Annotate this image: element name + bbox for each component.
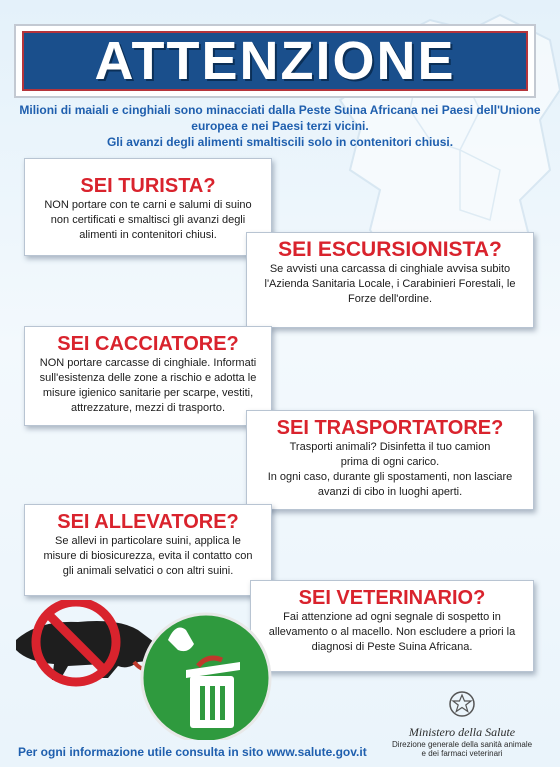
no-boar-icon	[16, 602, 163, 682]
card-line: prima di ogni carico.	[340, 456, 440, 468]
card-line: Forze dell'ordine.	[347, 293, 433, 305]
card-line: Se avvisti una carcassa di cinghiale avvisa subito	[269, 263, 511, 275]
card-line: In ogni caso, durante gli spostamenti, non lasciare	[267, 471, 513, 483]
card-line: allevamento o al macello. Non escludere a priori la	[268, 626, 516, 638]
card-line: Se allevi in particolare suini, applica le	[55, 535, 241, 547]
card-body	[255, 440, 525, 500]
card-trasportatore	[246, 410, 534, 510]
card-line: l'Azienda Sanitaria Locale, i Carabinieri Forestali, le	[264, 278, 516, 290]
card-line: diagnosi di Peste Suina Africana.	[311, 641, 473, 653]
card-line: alimenti in contenitori chiusi.	[79, 229, 217, 241]
card-title: SEI CACCIATORE?	[57, 333, 239, 355]
card-title: SEI TURISTA?	[80, 175, 216, 197]
card-body	[33, 534, 263, 579]
intro-text	[10, 102, 550, 150]
card-title: SEI ESCURSIONISTA?	[278, 238, 502, 261]
card-line: Trasporti animali? Disinfetta il tuo camion	[289, 441, 491, 453]
card-line: attrezzature, mezzi di trasporto.	[70, 402, 226, 414]
card-line: misure igienico sanitarie per scarpe, vestiti,	[42, 387, 254, 399]
card-escursionista	[246, 232, 534, 328]
attention-banner	[14, 24, 536, 98]
card-title: SEI ALLEVATORE?	[57, 511, 239, 533]
ministry-dept-line: e dei farmaci veterinari	[421, 749, 503, 758]
intro-line: Gli avanzi degli alimenti smaltiscili solo in contenitori chiusi.	[106, 135, 454, 149]
card-body	[255, 262, 525, 307]
banner-inner	[22, 31, 528, 91]
card-body	[259, 610, 525, 655]
card-body	[33, 356, 263, 416]
card-cacciatore	[24, 326, 272, 426]
footer-info: Per ogni informazione utile consulta in sito www.salute.gov.it	[18, 745, 367, 759]
card-line: Fai attenzione ad ogni segnale di sospetto in	[283, 611, 501, 623]
ministry-logo	[382, 690, 542, 758]
card-line: gli animali selvatici o con altri suini.	[62, 565, 234, 577]
card-body	[33, 198, 263, 243]
card-line: sull'esistenza delle zone a rischio e adotta le	[39, 372, 257, 384]
intro-line: Milioni di maiali e cinghiali sono minacciati dalla Peste Suina Africana nei Paesi dell'Unione	[19, 103, 541, 117]
card-veterinario	[250, 580, 534, 672]
banner-title: ATTENZIONE	[94, 31, 456, 91]
card-line: avanzi di cibo in luoghi aperti.	[317, 486, 463, 498]
card-turista	[24, 158, 272, 256]
illustrations	[8, 600, 278, 740]
card-line: NON portare con te carni e salumi di suino	[44, 199, 252, 211]
italian-republic-emblem-icon	[448, 690, 476, 718]
card-line: non certificati e smaltisci gli avanzi degli	[50, 214, 246, 226]
card-line: NON portare carcasse di cinghiale. Informati	[39, 357, 257, 369]
ministry-name: Ministero della Salute	[408, 725, 516, 739]
card-allevatore	[24, 504, 272, 596]
ministry-dept-line: Direzione generale della sanità animale	[391, 740, 533, 749]
card-title: SEI VETERINARIO?	[298, 587, 486, 609]
card-line: misure di biosicurezza, evita il contatto con	[43, 550, 253, 562]
card-title: SEI TRASPORTATORE?	[276, 417, 504, 439]
intro-line: europea e nei Paesi terzi vicini.	[191, 119, 369, 133]
waste-bin-icon	[142, 614, 270, 740]
